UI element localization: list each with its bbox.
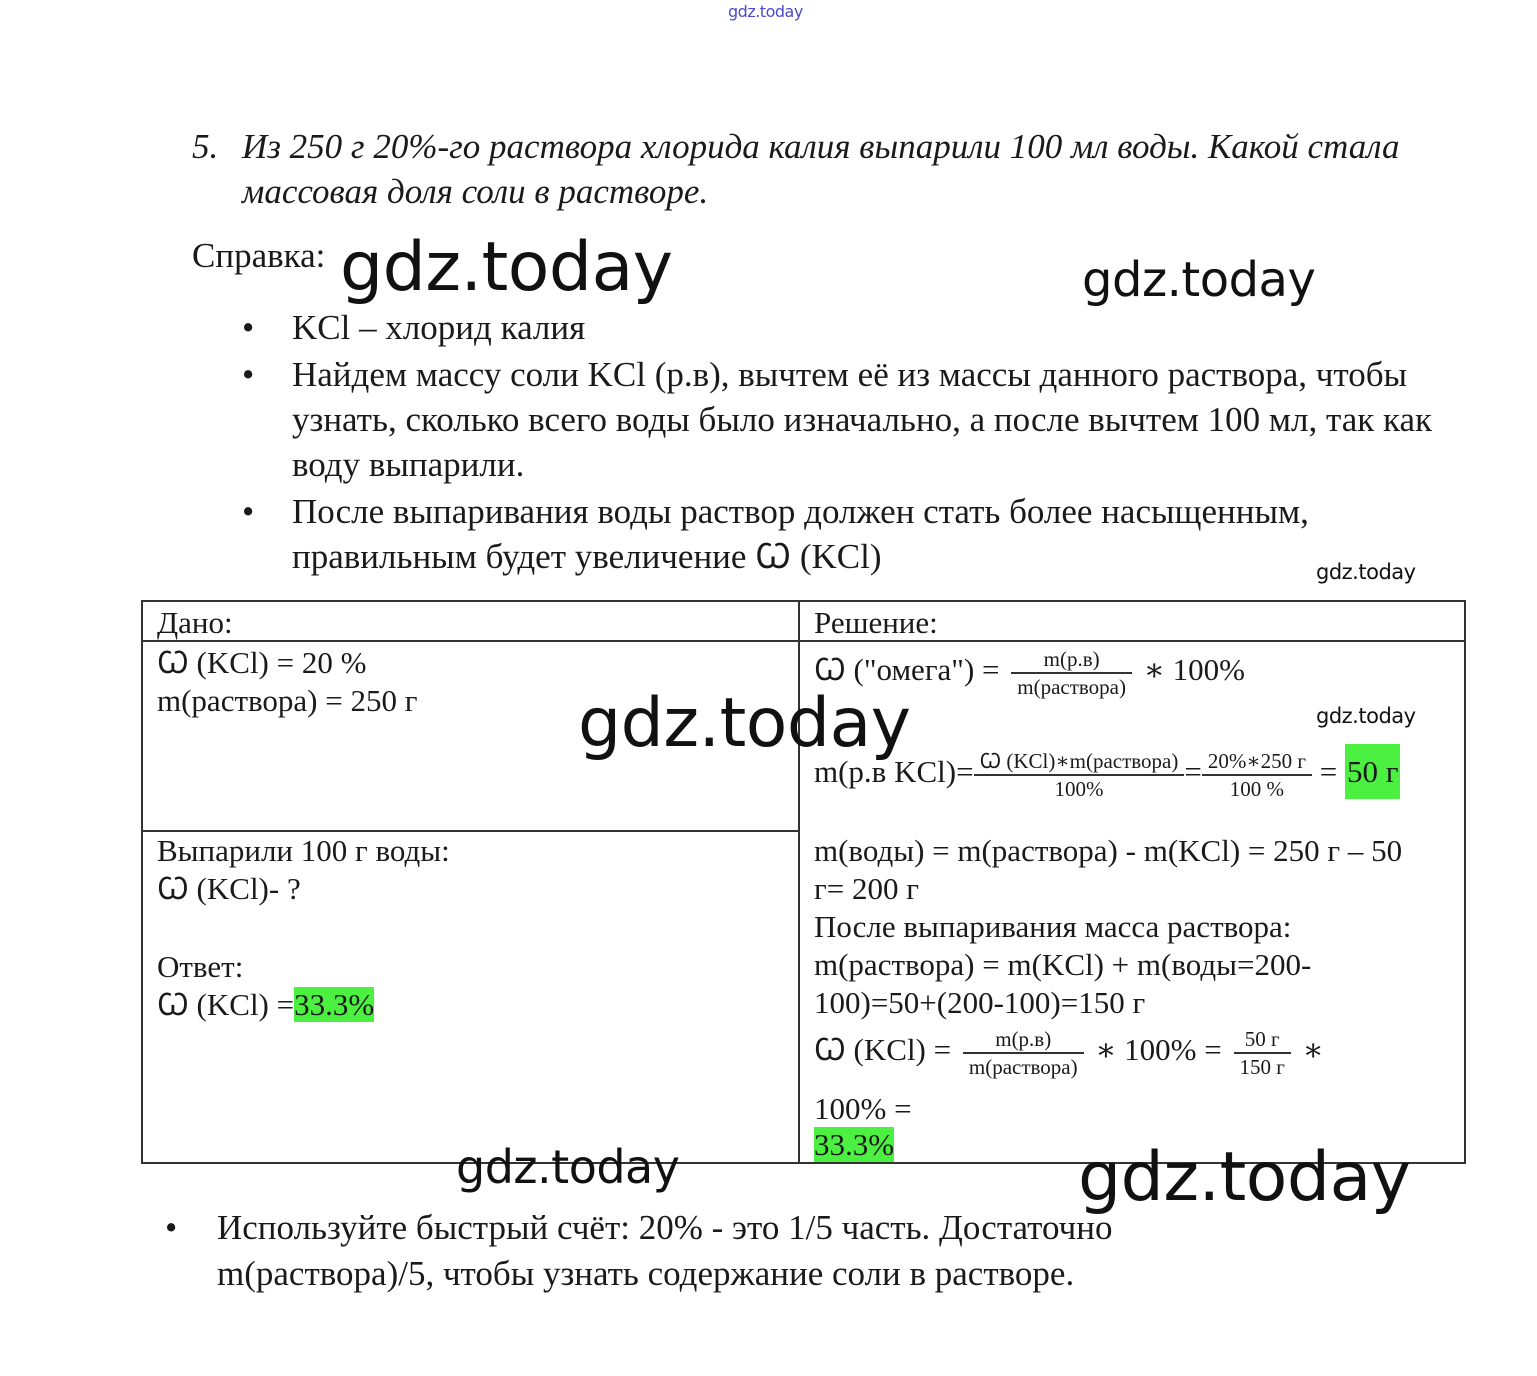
answer-line	[157, 986, 374, 1024]
fraction	[1202, 748, 1312, 802]
equals-sign: =	[1319, 754, 1338, 790]
table-divider-header	[143, 640, 1464, 642]
watermark-large-3: gdz.today	[1078, 1138, 1411, 1217]
problem-statement	[192, 124, 1442, 214]
answer-prefix: Ꞷ (KCl) =	[157, 987, 295, 1022]
water-mass-line: m(воды) = m(раствора) - m(KCl) = 250 г – 50	[814, 833, 1403, 868]
final-value-highlight: 33.3%	[814, 1127, 895, 1162]
formula-salt-lhs: m(р.в KCl)=	[814, 754, 974, 790]
equals-sign: =	[1184, 754, 1202, 790]
bullet-icon: •	[242, 308, 255, 347]
fraction	[1234, 1026, 1291, 1080]
fraction-numerator: 50 г	[1234, 1026, 1291, 1054]
tip-item	[165, 1205, 1265, 1297]
formula-new-omega	[814, 1026, 1324, 1080]
fraction-denominator: 100 %	[1229, 777, 1285, 801]
reference-title: Справка:	[192, 236, 326, 275]
fraction	[974, 748, 1185, 802]
after-evaporation-line: 100)=50+(200-100)=150 г	[814, 985, 1146, 1020]
fraction-denominator: 150 г	[1239, 1055, 1285, 1079]
answer-value-highlight: 33.3%	[294, 987, 375, 1022]
find-line: Выпарили 100 г воды:	[157, 833, 450, 868]
watermark-large-1: gdz.today	[340, 228, 673, 307]
reference-list	[242, 305, 1442, 581]
salt-mass-result-highlight: 50 г	[1345, 744, 1400, 799]
given-header: Дано:	[157, 605, 233, 640]
reference-item	[242, 489, 1442, 579]
given-line: Ꞷ (KCl) = 20 %	[157, 645, 367, 680]
watermark-medium-2: gdz.today	[456, 1140, 680, 1194]
after-evaporation-line: m(раствора) = m(KCl) + m(воды=200-	[814, 947, 1312, 982]
problem-number: 5.	[192, 127, 219, 166]
answer-label: Ответ:	[157, 949, 244, 984]
watermark-top: gdz.today	[728, 2, 803, 21]
reference-item-text: KCl – хлорид калия	[292, 308, 586, 347]
final-value-line	[814, 1126, 894, 1164]
formula-omega-rhs: ∗ 100%	[1143, 652, 1245, 688]
formula-new-omega-tail: ∗	[1302, 1032, 1324, 1068]
fraction-denominator: m(раствора)	[968, 1055, 1078, 1079]
watermark-small-1: gdz.today	[1316, 560, 1416, 584]
bullet-icon: •	[242, 492, 255, 531]
reference-item-text: Найдем массу соли KCl (р.в), вычтем её из массы данного раствора, чтобы узнать, сколько всего воды было изначально, а после вычтем 100 мл, так как воду выпарили.	[292, 355, 1433, 484]
fraction	[963, 1026, 1084, 1080]
fraction-denominator: m(раствора)	[1017, 675, 1126, 699]
formula-omega-lhs: Ꞷ ("омега") =	[814, 652, 1000, 688]
fraction-denominator: 100%	[1054, 777, 1104, 801]
formula-new-omega-lhs: Ꞷ (KCl) =	[814, 1032, 952, 1068]
tip-text: Используйте быстрый счёт: 20% - это 1/5 часть. Достаточно m(раствора)/5, чтобы узнать содержание соли в растворе.	[217, 1208, 1113, 1293]
after-evaporation-line: После выпаривания масса раствора:	[814, 909, 1292, 944]
fraction	[1011, 646, 1132, 700]
reference-item-text: После выпаривания воды раствор должен стать более насыщенным, правильным будет увеличение Ꞷ (KCl)	[292, 492, 1309, 576]
solution-header: Решение:	[814, 605, 938, 640]
fraction-numerator: Ꞷ (KCl)∗m(раствора)	[974, 748, 1185, 776]
bullet-icon: •	[242, 355, 255, 394]
formula-new-omega-mid: ∗ 100% =	[1095, 1032, 1222, 1068]
reference-item	[242, 352, 1442, 487]
fraction-numerator: m(р.в)	[963, 1026, 1084, 1054]
find-line: Ꞷ (KCl)- ?	[157, 871, 301, 906]
water-mass-line: г= 200 г	[814, 871, 919, 906]
watermark-medium-1: gdz.today	[1082, 252, 1316, 308]
fraction-numerator: 20%∗250 г	[1202, 748, 1312, 776]
reference-item	[242, 305, 1442, 350]
problem-text: Из 250 г 20%-го раствора хлорида калия выпарили 100 мл воды. Какой стала массовая доля соли в растворе.	[242, 127, 1400, 211]
formula-new-omega-cont: 100% =	[814, 1091, 912, 1126]
given-line: m(раствора) = 250 г	[157, 683, 418, 718]
watermark-large-2: gdz.today	[578, 684, 911, 763]
fraction-numerator: m(р.в)	[1011, 646, 1132, 674]
bullet-icon: •	[165, 1208, 178, 1247]
watermark-small-2: gdz.today	[1316, 704, 1416, 728]
